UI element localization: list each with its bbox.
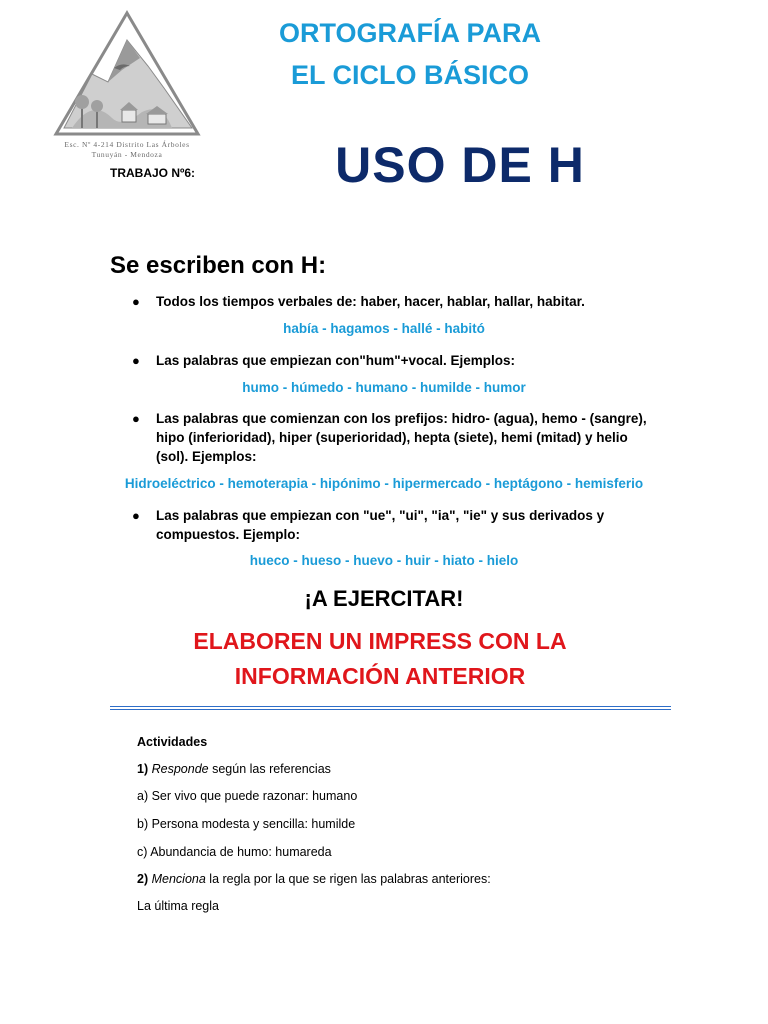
question-1-verb: Responde — [151, 762, 209, 776]
title-line-2: EL CICLO BÁSICO — [290, 60, 530, 90]
divider — [110, 709, 671, 710]
rule-3 — [132, 409, 672, 466]
rule-3-line-3: (sol). Ejemplos: — [156, 449, 257, 464]
question-2 — [137, 872, 491, 886]
instruction-line-1: ELABOREN UN IMPRESS CON LA — [193, 628, 567, 654]
rule-4-line-2: compuestos. Ejemplo: — [156, 527, 301, 542]
logo-text-line2: Tunuyán - Mendoza — [91, 150, 163, 159]
question-1-number: 1) — [137, 762, 149, 776]
bullet-icon: ● — [132, 294, 140, 309]
rule-4-line-1: Las palabras que empiezan con "ue", "ui", "ia", "ie" y sus derivados y — [156, 508, 605, 523]
answer-b: b) Persona modesta y sencilla: humilde — [137, 817, 356, 831]
question-1-rest: según las referencias — [208, 762, 331, 776]
rule-4 — [132, 506, 672, 544]
bullet-icon: ● — [132, 411, 140, 426]
question-2-rest: la regla por la que se rigen las palabras anteriores: — [205, 872, 491, 886]
divider — [110, 706, 671, 707]
rule-2 — [132, 351, 672, 370]
rule-4-examples: hueco - hueso - huevo - huir - hiato - hielo — [249, 553, 519, 568]
rule-2-text: Las palabras que empiezan con"hum"+vocal. Ejemplos: — [156, 353, 516, 368]
rule-3-line-1: Las palabras que comienzan con los prefijos: hidro- (agua), hemo - (sangre), — [156, 411, 647, 426]
answer-c: c) Abundancia de humo: humareda — [137, 845, 332, 859]
instruction-line-2: INFORMACIÓN ANTERIOR — [234, 663, 526, 689]
actividades-title: Actividades — [137, 735, 208, 749]
bullet-icon: ● — [132, 508, 140, 523]
rule-1 — [132, 292, 672, 311]
section-heading: Se escriben con H: — [110, 252, 327, 279]
question-2-verb: Menciona — [151, 872, 206, 886]
question-1 — [137, 762, 331, 776]
logo-text-line1: Esc. Nº 4-214 Distrito Las Árboles — [64, 140, 190, 149]
answer-a: a) Ser vivo que puede razonar: humano — [137, 789, 358, 803]
question-2-number: 2) — [137, 872, 149, 886]
main-title: USO DE H — [335, 137, 585, 193]
rule-2-examples: humo - húmedo - humano - humilde - humor — [242, 380, 526, 395]
rule-3-line-2: hipo (inferioridad), hiper (superioridad), hepta (siete), hemi (mitad) y helio — [156, 430, 628, 445]
trabajo-label: TRABAJO Nº6: — [110, 166, 196, 180]
mountain-logo-icon — [52, 10, 202, 162]
ejercitar-heading: ¡A EJERCITAR! — [304, 586, 464, 611]
rule-1-text: Todos los tiempos verbales de: haber, hacer, hablar, hallar, habitar. — [156, 294, 585, 309]
school-logo — [52, 10, 202, 162]
rule-3-examples: Hidroeléctrico - hemoterapia - hipónimo - hipermercado - heptágono - hemisferio — [124, 476, 644, 491]
bullet-icon: ● — [132, 353, 140, 368]
rule-1-examples: había - hagamos - hallé - habitó — [283, 321, 485, 336]
title-line-1: ORTOGRAFÍA PARA — [279, 18, 541, 48]
question-2-answer: La última regla — [137, 899, 219, 913]
